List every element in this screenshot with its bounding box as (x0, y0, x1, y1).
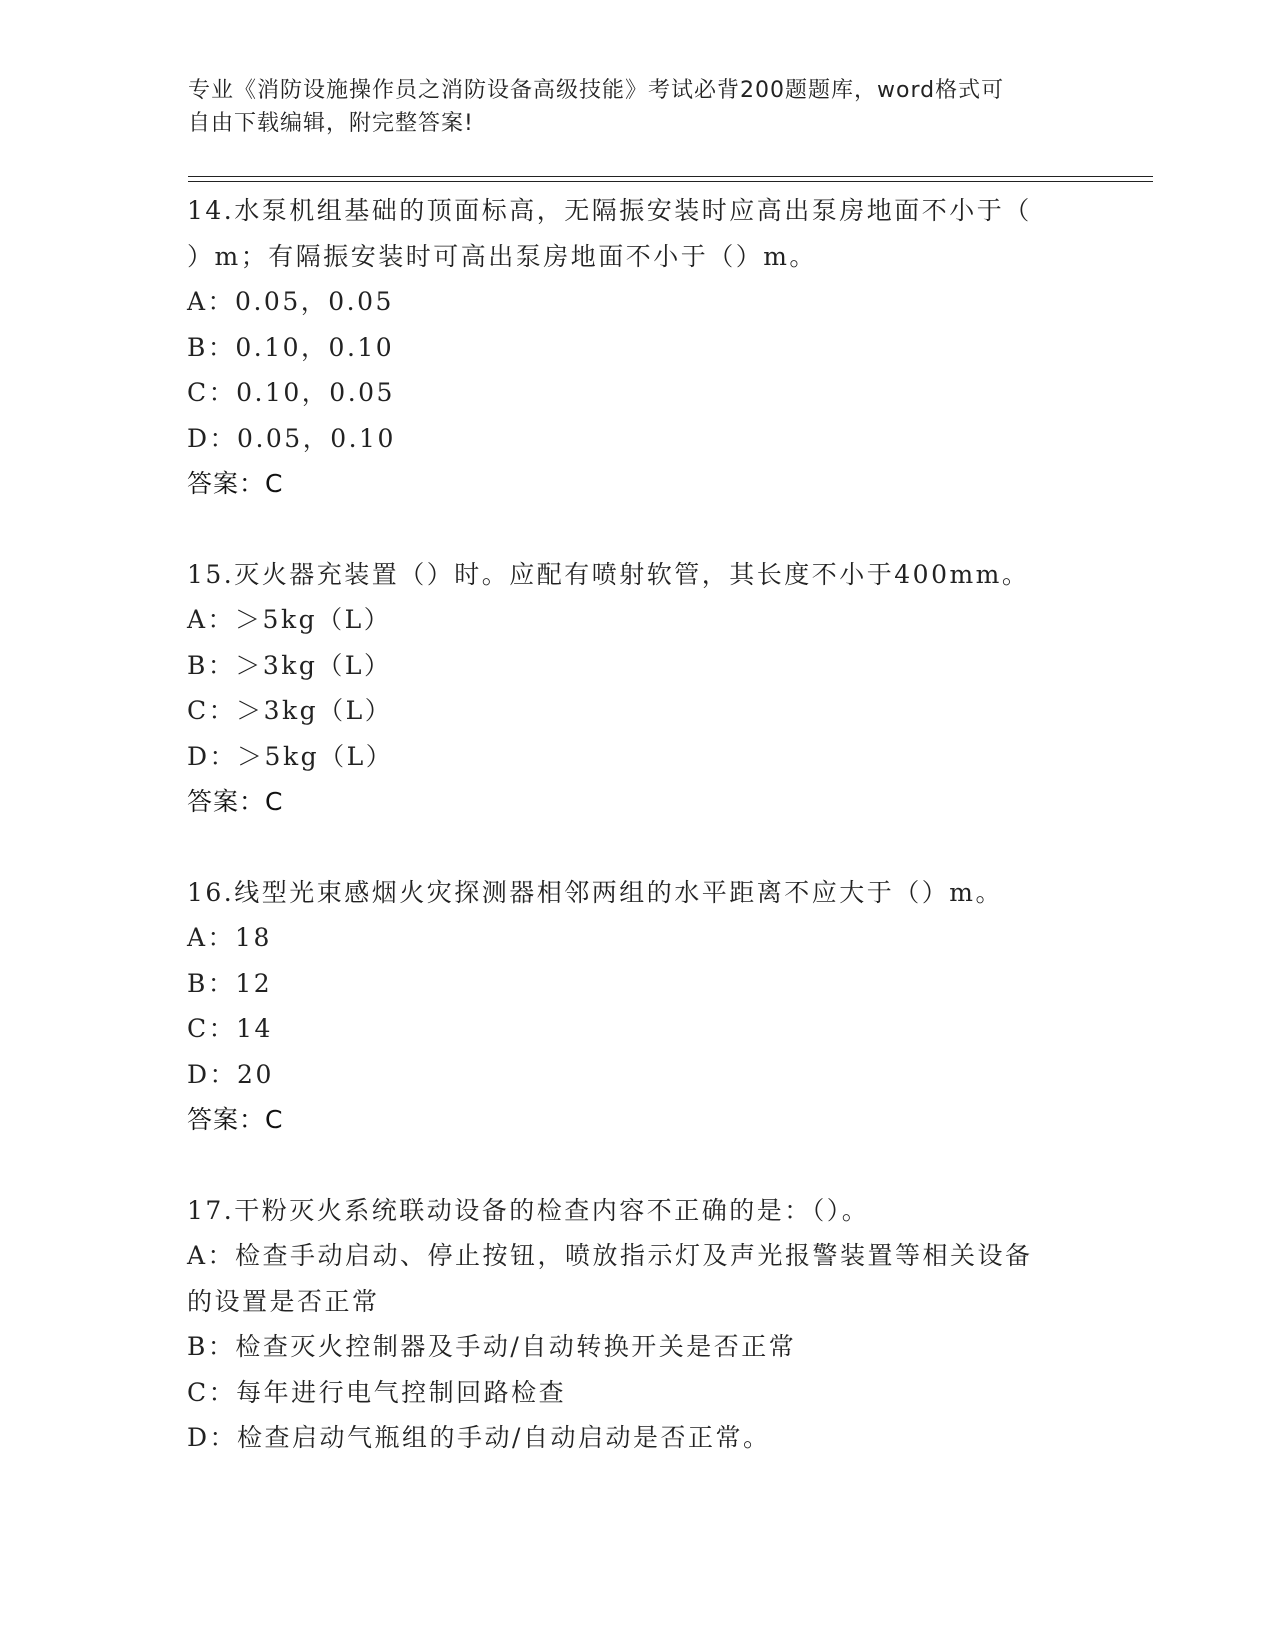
option-d: D：检查启动气瓶组的手动/自动启动是否正常。 (187, 1423, 771, 1452)
question-stem: 17.干粉灭火系统联动设备的检查内容不正确的是：（）。 (187, 1195, 870, 1225)
question-list (187, 188, 1087, 1506)
question-14 (187, 188, 1087, 507)
option-a: A：＞5kg（L） (187, 605, 392, 634)
question-16 (187, 870, 1087, 1143)
header-divider-bottom (188, 181, 1153, 182)
header-line-1: 专业《消防设施操作员之消防设备高级技能》考试必背200题题库，word格式可 (188, 78, 1005, 103)
option-b: B：检查灭火控制器及手动/自动转换开关是否正常 (187, 1332, 797, 1361)
option-b: B：0.10，0.10 (187, 332, 395, 362)
answer: 答案：C (187, 469, 284, 498)
option-a: A：18 (187, 923, 272, 952)
header-line-2: 自由下载编辑，附完整答案! (188, 111, 474, 136)
option-a: A：0.05，0.05 (187, 287, 394, 316)
option-b: B：＞3kg（L） (187, 650, 392, 680)
option-a-continued: 的设置是否正常 (187, 1286, 380, 1316)
question-stem: ）m；有隔振安装时可高出泵房地面不小于（）m。 (187, 241, 817, 271)
question-stem: 16.线型光束感烟火灾探测器相邻两组的水平距离不应大于（）m。 (187, 877, 1003, 907)
answer: 答案：C (187, 787, 284, 816)
option-d: D：20 (187, 1059, 274, 1089)
option-c: C：每年进行电气控制回路检查 (187, 1377, 567, 1407)
option-d: D：0.05，0.10 (187, 423, 396, 453)
question-15 (187, 552, 1087, 825)
option-c: C：14 (187, 1014, 273, 1043)
answer: 答案：C (187, 1105, 284, 1134)
document-header (188, 74, 1068, 140)
option-c: C：＞3kg（L） (187, 696, 393, 725)
question-stem: 15.灭火器充装置（）时。应配有喷射软管，其长度不小于400mm。 (187, 559, 1030, 589)
question-17 (187, 1188, 1087, 1461)
option-b: B：12 (187, 968, 273, 998)
option-d: D：＞5kg（L） (187, 741, 394, 771)
header-divider-top (188, 176, 1153, 177)
option-a: A：检查手动启动、停止按钮，喷放指示灯及声光报警装置等相关设备 (187, 1241, 1033, 1270)
question-stem: 14.水泵机组基础的顶面标高，无隔振安装时应高出泵房地面不小于（ (187, 196, 1032, 225)
option-c: C：0.10，0.05 (187, 378, 395, 407)
